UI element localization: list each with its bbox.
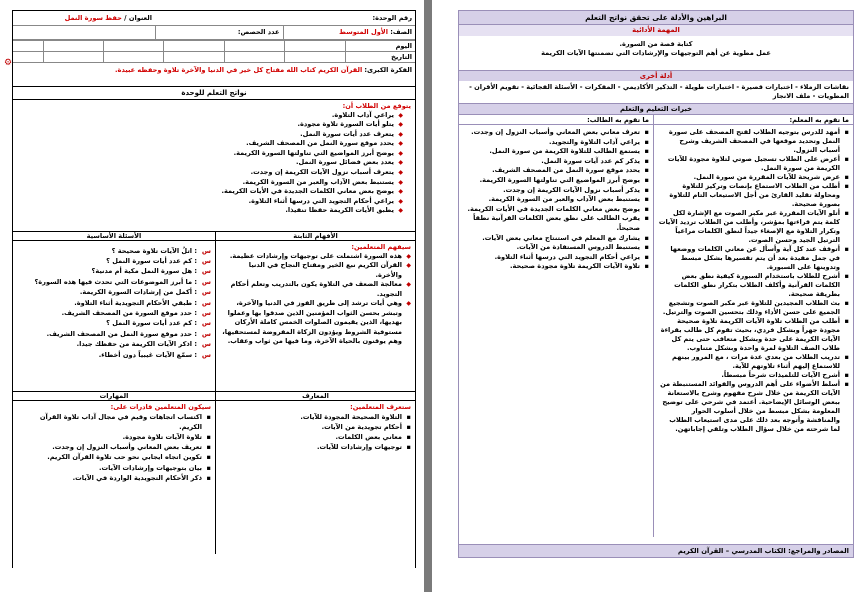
expected-item: ◆ يوضح بعض معاني الكلمات الجديدة في الأيات الكريمة. xyxy=(17,187,403,197)
teacher-item: ▪ أعرض على الطلاب تسجيل صوتي لتلاوة مجودة للآيات الكريمة من سورة النمل. xyxy=(658,155,849,173)
question-item: س : طبقي الأحكام التجويدية أثناء التلاوة. xyxy=(17,298,211,308)
expected-item: ◆ يطبق الأيات الكريمة حفظا تنفيذا. xyxy=(17,206,403,216)
student-item: ▪ يستنبط بعض الآداب والعبر من السورة الكريمة. xyxy=(463,195,649,205)
expected-item: ◆ يتعرف عدد أيات سورة النمل. xyxy=(17,130,403,140)
expected-list xyxy=(17,111,411,217)
teacher-item: ▪ أمهد للدرس بتوجيه الطلاب لفتح المصحف على سورة النمل وتحديد موقعها في المصحف الشريف وشرح أسباب النزول. xyxy=(658,128,849,155)
gear-icon: ⚙ xyxy=(4,58,13,68)
performance-item: كتابة قصة من السورة. xyxy=(619,40,693,48)
knowledge-item: ▪ أحكام تجويدية من الآيات. xyxy=(220,422,411,432)
questions-heading: الأسئلة الأساسية xyxy=(13,232,215,241)
knowledge-lead: ستعرف المتعلمين: xyxy=(350,402,411,411)
understanding-item: ◆ القرآن الكريم نبع الخير ومفتاح النجاح في الدنيا والأخرة. xyxy=(220,261,411,280)
expected-item: ◆ يعدد بعض فضائل سورة النمل. xyxy=(17,158,403,168)
student-item: ▪ تعرف معاني بعض المعاني وأسباب النزول إن وجدت. xyxy=(463,128,649,138)
understandings-heading: الأفهام الثابتة xyxy=(216,232,415,241)
right-page xyxy=(432,0,864,592)
class-label: الصف: xyxy=(387,28,412,36)
experiences-columns xyxy=(459,114,853,537)
question-item: س : أكمل من إرشادات السورة الكريمة. xyxy=(17,287,211,297)
header-table xyxy=(13,11,415,40)
teacher-item: ▪ تدريب الطلاب من بعدي عدة مرات ، مع المرور بينهم للاستماع إليهم أثناء تلاوتهم للآية. xyxy=(658,353,849,371)
expected-item: ◆ يراعي آداب التلاوة. xyxy=(17,111,403,121)
student-item: ▪ يذكر كم عدد آيات سورة النمل. xyxy=(463,157,649,167)
student-item: ▪ يشارك مع المعلم في استنتاج معاني بعض الآيات. xyxy=(463,234,649,244)
teacher-col-heading: ما تقوم به المعلم: xyxy=(654,115,853,125)
performance-list xyxy=(459,36,853,70)
student-list xyxy=(459,125,653,272)
day-date-grid xyxy=(13,40,415,63)
left-page xyxy=(0,0,424,592)
teacher-item: ▪ أتلو الآيات المقررة عبر مكبر الصوت مع الإشارة لكل كلمة يتم قراءتها بمؤشر، وأطلب من الطلاب ترديد الآيات وتكرار التلاوة مع الإصغاء جيداً لنطق الكلمات مراعياً الترتيل الجيد وحسن الصوت. xyxy=(658,209,849,245)
student-item: ▪ يستمع الطالب للتلاوة الكريمة من سورة النمل. xyxy=(463,147,649,157)
performance-item: عمل مطوية عن أهم التوجيهات والإرشادات التي تضمنتها الآيات الكريمة xyxy=(541,49,771,57)
expected-item: ◆ يحدد موقع سورة النمل من المصحف الشريف. xyxy=(17,139,403,149)
teacher-item: ▪ أطلب من الطلاب الاستماع بإنصات وتركيز للتلاوة ومحاولة تقليد القارئ من أجل الاستيعاب التام للتلاوة بصورة صحيحة. xyxy=(658,182,849,209)
expected-item: ◆ يتلو أيات السورة تلاوة مجودة. xyxy=(17,120,403,130)
unit-title: حفظ سورة النمل xyxy=(64,13,122,22)
knowledge-item: ▪ توجيهات وإرشادات للآيات. xyxy=(220,442,411,452)
question-item: س : سمّع الآيات غيبياً دون أخطاء. xyxy=(17,350,211,360)
class-value: الأول المتوسط xyxy=(339,28,388,36)
skills-lead: سيكون المتعلمين قادرات على: xyxy=(110,402,211,411)
skill-item: ▪ تلاوة الآيات تلاوة مجودة. xyxy=(17,432,211,442)
understandings-lead: سيفهم المتعلمين: xyxy=(351,242,411,251)
questions-list xyxy=(13,241,215,360)
teacher-item: ▪ بث الطلاب المجيدين للتلاوة عبر مكبر الصوت وتشجيع الجميع على حسن الأداء وذلك بتحسين الصوت والترتيل. xyxy=(658,299,849,317)
teacher-item: ▪ أشرح الآيات للتلميذات شرحاً مبسطاً. xyxy=(658,371,849,380)
question-item: س : اتلُ الآيات تلاوة صحيحة ؟ xyxy=(17,246,211,256)
understanding-item: ◆ معالجة الضعف في التلاوة يكون بالتدريب وتعلم أحكام التجويد. xyxy=(220,280,411,299)
question-item: س : كم عدد أيات سورة النمل ؟ xyxy=(17,318,211,328)
question-item: س : حدد موقع سورة النمل من المصحف الشريف. xyxy=(17,329,211,339)
question-item: س : اذكر الآيات الكريمة من حفظك جيدا. xyxy=(17,339,211,349)
big-idea xyxy=(13,63,415,87)
skill-item: ▪ تكوين اتجاه ايجابي نحو حب تلاوة القرآن الكريم. xyxy=(17,452,211,462)
understandings-section xyxy=(215,232,415,391)
skill-item: ▪ اكتساب اتجاهات وقيم في مجال آداب تلاوة القرآن الكريم. xyxy=(17,412,211,432)
student-col-heading: ما تقوم به الطالب: xyxy=(459,115,653,125)
date-label: التاريخ xyxy=(345,51,415,62)
teacher-item: ▪ أسلط الأضواء على أهم الدروس والفوائد المستنبطة من الآيات الكريمة من خلال شرح مفهوم وشرح بالاستعانة ببعض الوسائل الإيضاحية. أعتمد في شرحي على توضيح المعلومة بشكل مبسط من خلال أسلوب الحوار والمناقشة وأتوجه بعد ذلك على مدى استيعاب الطلاب لما شرحته من خلال سؤال الطلاب وتلقي إجاباتهن. xyxy=(658,380,849,434)
student-item: ▪ تلاوة الآيات الكريمة تلاوة مجودة صحيحة. xyxy=(463,262,649,272)
skills-heading: المهارات xyxy=(13,392,215,401)
expected-heading: يتوقع من الطلاب أن: xyxy=(342,101,411,110)
other-evidence-text: نقاشات الزملاء - اختبارات قصيرة - اختبارات طويلة - التذكير الأكاديمي - المفكرات - الأسئلة الفجائية - تقويم الأقران - المطويات - ملف الانجاز xyxy=(469,83,849,100)
knowledge-heading: المعارف xyxy=(216,392,415,401)
student-item: ▪ يستنبط الدروس المستفادة من الآيات. xyxy=(463,243,649,253)
expected-item: ◆ يستنبط بعض الآداب والعبر من السورة الكريمة. xyxy=(17,178,403,188)
student-column xyxy=(459,115,653,537)
skill-item: ▪ ذكر الأحكام التجويدية الواردة في الآيات. xyxy=(17,473,211,483)
expected-item: ◆ يراعي أحكام التجويد التي درسها أثناء التلاوة. xyxy=(17,197,403,207)
expected-item: ◆ يوضح أبرز المواضيع التي تناولتها السورة الكريمة. xyxy=(17,149,403,159)
big-idea-label: الفكرة الكبرى: xyxy=(364,65,412,74)
understandings-list xyxy=(220,252,411,347)
knowledge-skills-row xyxy=(13,392,415,554)
understandings-questions-row xyxy=(13,232,415,392)
outcomes-heading: نواتج التعلم للوحدة xyxy=(13,87,415,100)
sources-row xyxy=(459,544,853,557)
skill-item: ▪ تعريف بعض المعاني وأسباب النزول إن وجدت. xyxy=(17,442,211,452)
teacher-list xyxy=(654,125,853,434)
experiences-heading: خبرات التعليم والتعلم xyxy=(459,103,853,114)
teacher-item: ▪ أتوقف عند كل آية وأسأل عن معاني الكلمات ووضعها في جمل مفيدة بعد أن يتم تفسيرها بشكل مبسط وتدوينها على السبورة. xyxy=(658,245,849,272)
knowledge-list xyxy=(220,412,411,453)
student-item: ▪ يحدد موقع سورة النمل من المصحف الشريف. xyxy=(463,166,649,176)
expected-item: ◆ يتعرف أسباب نزول الآيات الكريمة إن وجدت. xyxy=(17,168,403,178)
unit-number-label: رقم الوحدة: xyxy=(372,13,412,22)
question-item: س : ما أبرز الموضوعات التي تحدث فيها هذه السورة؟ xyxy=(17,277,211,287)
teacher-column xyxy=(653,115,853,537)
questions-section xyxy=(13,232,215,391)
student-item: ▪ يوضح بعض معاني الكلمات الجديدة في الأيات الكريمة. xyxy=(463,205,649,215)
day-label: اليوم xyxy=(345,40,415,51)
student-item: ▪ يذكر أسباب نزول الآيات الكريمة إن وجدت. xyxy=(463,186,649,196)
knowledge-item: ▪ معاني بعض الكلمات. xyxy=(220,432,411,442)
sources-text: الكتاب المدرسي – القرآن الكريم xyxy=(677,547,786,555)
question-item: س : كم عدد أيات سورة النمل ؟ xyxy=(17,256,211,266)
understanding-item: ◆ وهي أيات ترشد إلى طريق الفوز في الدنيا والآخرة، وتبشر بحسن الثواب المؤمنين الذين صدقوا بها وعملوا بهديها، الذين يقيمون الصلوات الخمس كاملة الأركان مستوفية الشروط ويؤدون الزكاة المفروضة لمستحقيها، وهم يوقنون بالحياة الآخرة، وما فيها من ثواب وعقاب. xyxy=(220,299,411,347)
teacher-item: ▪ أطلب من الطلاب تلاوة الآيات الكريمة تلاوة صحيحة مجودة جهراً وبشكل فردي، بحيث تقوم كل طالب بقراءة الآيات الكريمة على حدة وبشكل متعاقب حتى يتم كل طلاب الصف التلاوة لمرة واحدة وبشكل متناوب. xyxy=(658,317,849,353)
main-heading: البراهين والأدلة على تحقق نواتج التعلم xyxy=(459,11,853,25)
skills-section xyxy=(13,392,215,554)
title-label: العنوان / xyxy=(121,13,152,22)
question-item: س : حدد موقع السورة من المصحف الشريف. xyxy=(17,308,211,318)
student-item: ▪ يراعي أحكام التجويد التي درسها أثناء التلاوة. xyxy=(463,253,649,263)
big-idea-text: القرآن الكريم كتاب الله مفتاح كل خير في الدنيا والآخرة تلاوة وحفظه عبيدة. xyxy=(115,65,363,74)
teacher-item: ▪ عرض شريحة للآيات المقررة من سورة النمل. xyxy=(658,173,849,182)
evidence-frame xyxy=(458,10,854,558)
other-evidence-heading: أدلة أخرى xyxy=(459,70,853,81)
expected-outcomes xyxy=(13,100,415,232)
student-item: ▪ يوضح أبرز المواضيع التي تناولتها السورة الكريمة. xyxy=(463,176,649,186)
student-item: ▪ يراعي آداب التلاوة والتجويد. xyxy=(463,138,649,148)
unit-plan-frame xyxy=(12,10,416,568)
skill-item: ▪ بيان بتوجيهات وإرشادات الآيات. xyxy=(17,463,211,473)
skills-list xyxy=(17,412,211,483)
knowledge-item: ▪ التلاوة الصحيحة المجودة للآيات. xyxy=(220,412,411,422)
sessions-label: عدد الحصص: xyxy=(237,28,280,36)
knowledge-section xyxy=(215,392,415,554)
teacher-item: ▪ أشرح للطلاب باستخدام السبورة كيفية نطق بعض الكلمات القرآنية وأكلف الطلاب بتكرار نطق الكلمات بطريقة صحيحة. xyxy=(658,272,849,299)
understanding-item: ◆ هذه السورة اشتملت على توجيهات وإرشادات عظيمة. xyxy=(220,252,411,262)
performance-heading: المهمة الأدائية xyxy=(459,25,853,36)
student-item: ▪ يقرب الطالب على نطق بعض الكلمات القرآنية نطقاً صحيحاً. xyxy=(463,214,649,233)
sources-label: المصادر والمراجع: xyxy=(788,547,849,555)
question-item: س : هل سورة النمل مكية أم مدنية؟ xyxy=(17,266,211,276)
